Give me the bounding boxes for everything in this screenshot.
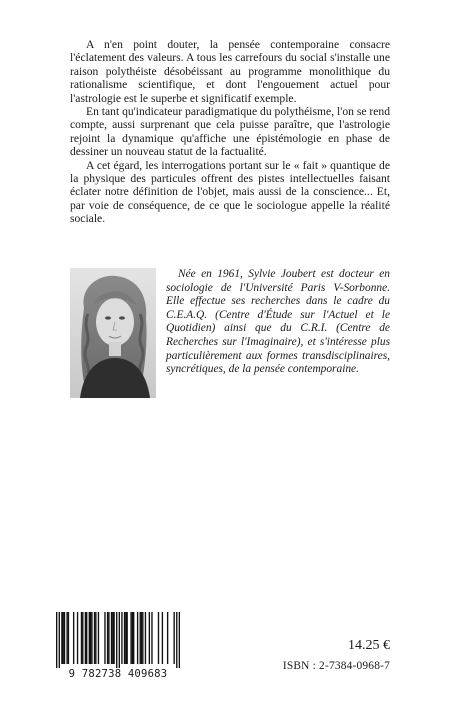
barcode-bar xyxy=(85,612,86,664)
barcode-bar xyxy=(119,612,120,668)
blurb-paragraph-3: A cet égard, les interrogations portant sur le « fait » quantique de la physique des particules offrent des pistes intellectuelles faisant éclater notre définition de l'objet, mais aussi de la conscience... Et, par voie de conséquence, de ce que le sociologue appelle la réalité sociale. xyxy=(70,158,390,226)
isbn: ISBN : 2-7384-0968-7 xyxy=(282,660,390,672)
barcode-bars xyxy=(56,612,180,668)
barcode-bar xyxy=(98,612,99,664)
barcode-bar xyxy=(59,612,60,668)
barcode-bar xyxy=(151,612,152,664)
barcode-bar xyxy=(113,612,114,664)
back-cover-blurb xyxy=(70,38,390,226)
barcode-bar xyxy=(176,612,177,668)
author-portrait-illustration xyxy=(70,268,156,398)
author-bio-text: Née en 1961, Sylvie Joubert est docteur en sociologie de l'Université Paris V-Sorbonne. Elle effectue ses recherches dans le cadre du C.E.A.Q. (Centre d'Étude sur l'Actuel et le Quotidien) ainsi que du C.R.I. (Centre de Recherches sur l'Imaginaire), et s'intéresse plus particulièrement aux formes transdisciplinaires, syncrétiques, de la pensée contemporaine. xyxy=(166,268,390,376)
barcode-bar xyxy=(82,612,83,664)
barcode-bar xyxy=(73,612,74,664)
barcode-bar xyxy=(89,612,90,664)
blurb-paragraph-2: En tant qu'indicateur paradigmatique du polythéisme, l'on se rend compte, aussi surprenant que cela puisse paraître, que l'astrologie rejoint la dynamique qu'affiche une épistémologie en phase de dessiner un nouveau statut de la factualité. xyxy=(70,105,390,159)
barcode-bar xyxy=(56,612,57,668)
barcode xyxy=(56,612,180,680)
barcode-bar xyxy=(111,612,112,664)
barcode-digits: 9 782738 409683 xyxy=(68,668,168,680)
barcode-bar xyxy=(124,612,125,664)
barcode-bar xyxy=(162,612,163,664)
barcode-bar xyxy=(81,612,82,664)
barcode-bar xyxy=(108,612,109,664)
barcode-bar xyxy=(141,612,142,664)
barcode-bar xyxy=(125,612,126,664)
blurb-paragraph-1: A n'en point douter, la pensée contemporaine consacre l'éclatement des valeurs. A tous les carrefours du social s'installe une raison polythéiste désobéissant au programme monolithique du rationalisme scientifique, et dont l'engouement actuel pour l'astrologie est le superbe et significatif exemple. xyxy=(70,38,390,105)
barcode-bar xyxy=(158,612,159,664)
barcode-bar xyxy=(137,612,138,664)
barcode-bar xyxy=(91,612,92,664)
barcode-bar xyxy=(104,612,105,664)
barcode-bar xyxy=(68,612,69,664)
price: 14.25 € xyxy=(348,638,390,653)
barcode-bar xyxy=(167,612,168,664)
barcode-bar xyxy=(112,612,113,664)
author-photo xyxy=(70,268,156,398)
barcode-bar xyxy=(64,612,65,664)
barcode-bar xyxy=(145,612,146,664)
barcode-bar xyxy=(130,612,131,664)
author-bio xyxy=(166,268,390,377)
barcode-bar xyxy=(126,612,127,664)
barcode-bar xyxy=(107,612,108,664)
barcode-bar xyxy=(142,612,143,664)
barcode-bar xyxy=(95,612,96,664)
barcode-bar xyxy=(77,612,78,664)
barcode-bar xyxy=(63,612,64,664)
barcode-bar xyxy=(132,612,133,664)
barcode-bar xyxy=(116,612,117,668)
barcode-bar xyxy=(90,612,91,664)
barcode-bar xyxy=(94,612,95,664)
barcode-bar xyxy=(66,612,67,664)
barcode-bar xyxy=(121,612,122,664)
barcode-bar xyxy=(179,612,180,668)
barcode-bar xyxy=(86,612,87,664)
barcode-bar xyxy=(61,612,62,664)
barcode-bar xyxy=(140,612,141,664)
barcode-bar xyxy=(149,612,150,664)
barcode-bar xyxy=(173,612,174,664)
barcode-bar xyxy=(133,612,134,664)
